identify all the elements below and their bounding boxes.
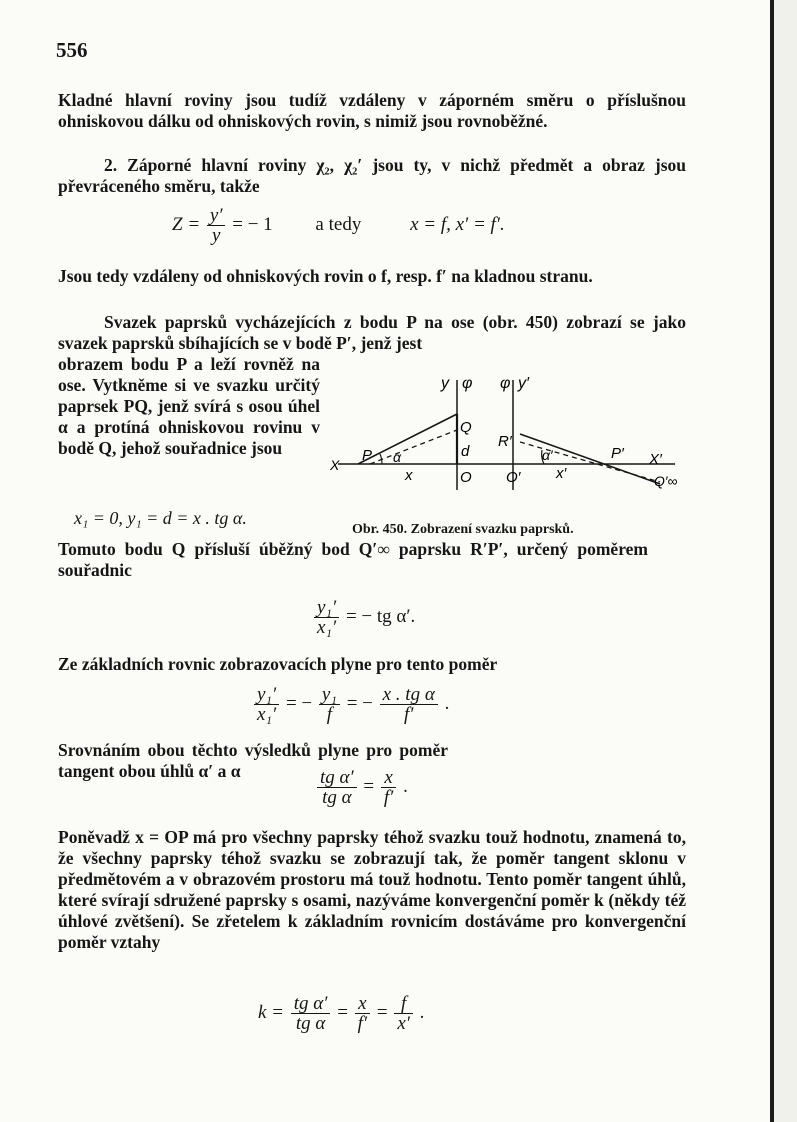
eq3-n1: y₁′ [254,685,279,705]
eq3-eqB: = − [346,692,373,714]
angle-alpha-arc [380,454,382,464]
label-Q: Q [460,419,472,436]
eq3-n2: y₁ [319,685,340,705]
eq5-eqB: = [376,1001,388,1023]
eq5-d2: f′ [357,1013,368,1034]
eq3-frac3 [380,685,438,724]
eq3-d3: f′ [404,704,414,725]
eq4-n2: x [381,768,396,788]
eq3-n3: x . tg α [380,685,438,705]
eq1-den: y [211,225,221,246]
ray-PQ [358,414,457,464]
equation-2 [312,598,415,637]
eq4-d1: tg α [322,787,352,808]
label-x: x [405,467,413,484]
eq1-tail: x = f, x′ = f′. [410,213,505,235]
label-y2: y′ [518,375,529,392]
equation-5 [258,994,424,1033]
eq5-n1: tg α′ [291,994,331,1014]
paragraph-7: Srovnáním obou těchto výsledků plyne pro poměr tangent obou úhlů α′ a α [58,740,448,781]
eq3-d2: f [326,704,333,725]
label-X2: X′ [649,451,662,468]
eq1-num: y′ [207,206,226,226]
equation-q-coordinates: x₁ = 0, y₁ = d = x . tg α. [74,508,247,528]
label-P: P [362,447,373,464]
figure-caption: Obr. 450. Zobrazení svazku paprsků. [352,522,574,537]
eq5-lhs: k = [258,1001,285,1023]
label-d: d [461,443,470,460]
paragraph-6: Ze základních rovnic zobrazovacích plyne pro tento poměr [58,654,498,674]
label-Q2: Q′∞ [654,473,678,489]
eq5-n2: x [355,994,370,1014]
ray-RP [520,434,660,484]
eq5-end: . [419,1001,425,1023]
label-R: R′ [498,433,512,450]
paragraph-4-wrap: obrazem bodu P a leží rovněž na ose. Vytkněme si ve svazku určitý paprsek PQ, jenž svírá s osou úhel α a protíná ohniskovou rovinu v bodě Q, jehož souřadnice jsou [58,354,320,458]
eq5-frac1 [291,994,331,1033]
label-alpha: α [393,449,401,465]
eq5-d1: tg α [295,1013,326,1034]
eq1-mid: a tedy [315,213,362,235]
eq2-den: x₁′ [317,617,337,638]
eq5-eqA: = [337,1001,348,1023]
eq3-frac1 [254,685,279,724]
eq3-eqA: = − [285,692,313,714]
eq2-fraction [314,598,339,637]
eq1-lhs: Z = [172,213,201,235]
paragraph-2: 2. Záporné hlavní roviny χ₂, χ₂′ jsou ty, v nichž předmět a obraz jsou převráceného směru, takže [58,155,686,196]
label-P2: P′ [611,445,624,462]
equation-3 [252,685,449,724]
paragraph-8: Poněvadž x = OP má pro všechny paprsky téhož svazku touž hodnotu, znamená to, že všechny paprsky téhož svazku se zobrazují tak, že poměr tangent sklonu v předmětovém a v obrazovém prostoru má touž hodnotu. Tento poměr tangent úhlů, které svírají sdružené paprsky s osami, nazýváme konvergenční poměr k (někdy též úhlové zvětšení). Se zřetelem k základním rovnicím dostáváme pro konvergenční poměr vztahy [58,827,686,952]
label-y: y [441,375,449,392]
eq2-rhs: = − tg α′. [345,605,416,627]
label-X: X [330,457,340,473]
figure-450 [330,372,690,514]
eq5-n3: f [394,994,413,1014]
eq4-d2: f′ [383,787,394,808]
eq2-num: y₁′ [314,598,339,618]
label-phi: φ [462,375,473,392]
eq4-frac2 [381,768,396,807]
paragraph-1: Kladné hlavní roviny jsou tudíž vzdáleny v záporném směru o příslušnou ohniskovou dálku od ohniskových rovin, s nimiž jsou rovnoběžné. [58,90,686,131]
eq3-d1: x₁′ [257,704,277,725]
paragraph-4: Svazek paprsků vycházejících z bodu P na ose (obr. 450) zobrazí se jako svazek paprsků sbíhajících se v bodě P′, jenž jest [58,312,686,353]
page-margin [774,0,797,1122]
equation-1 [172,206,505,245]
eq5-d3: x′ [397,1013,410,1034]
paragraph-5: Tomuto bodu Q přísluší úběžný bod Q′∞ paprsku R′P′, určený poměrem souřadnic [58,539,648,580]
label-O: O [460,469,472,486]
eq4-frac1 [317,768,357,807]
equation-4 [315,768,408,807]
label-phi2: φ [500,375,511,392]
eq4-end: . [403,775,408,797]
paragraph-3: Jsou tedy vzdáleny od ohniskových rovin o f, resp. f′ na kladnou stranu. [58,266,593,286]
page-number: 556 [56,38,88,62]
eq4-n1: tg α′ [317,768,357,788]
eq1-fraction [207,206,226,245]
eq4-eq: = [363,775,375,797]
label-O2: O′ [506,469,521,486]
eq1-rhs: = − 1 [232,213,273,235]
label-alpha2: α′ [542,447,553,463]
eq5-frac3 [394,994,413,1033]
eq3-frac2 [319,685,340,724]
label-x2: x′ [556,465,567,482]
eq5-frac2 [355,994,370,1033]
eq3-end: . [444,692,450,714]
